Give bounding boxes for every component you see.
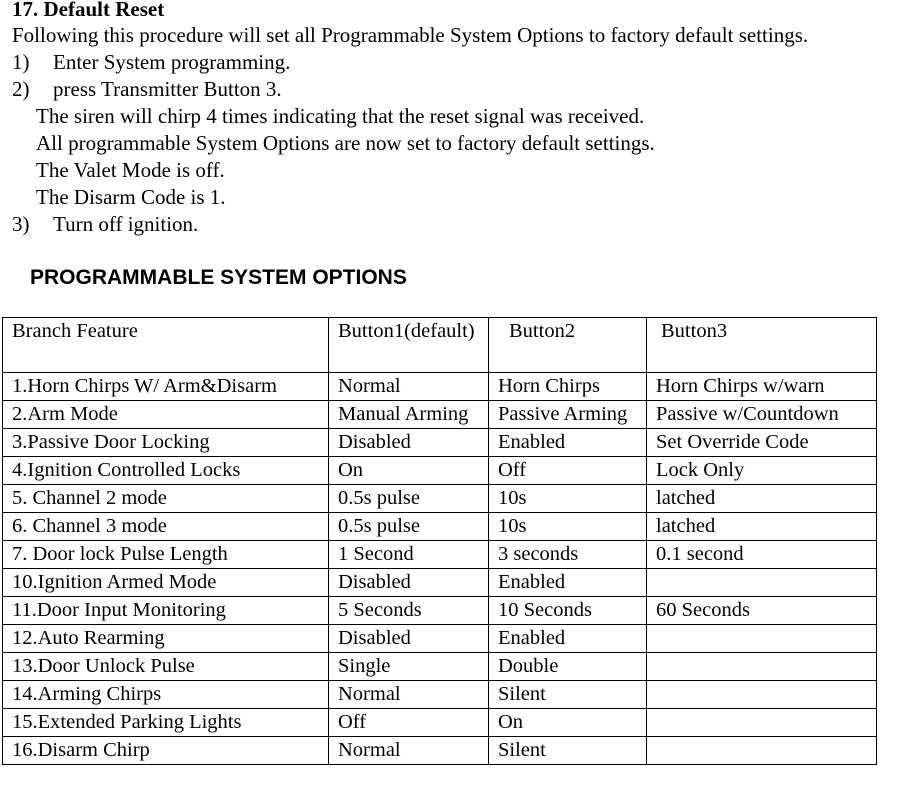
cell-button2: 3 seconds — [489, 541, 647, 569]
table-row — [3, 401, 877, 429]
table-row — [3, 653, 877, 681]
cell-button2: Passive Arming — [489, 401, 647, 429]
note-valet: The Valet Mode is off. — [36, 158, 225, 182]
note-siren: The siren will chirp 4 times indicating that the reset signal was received. — [36, 104, 645, 128]
table-row — [3, 597, 877, 625]
cell-button3: 0.1 second — [647, 541, 877, 569]
cell-button3: 60 Seconds — [647, 597, 877, 625]
cell-feature: 6. Channel 3 mode — [3, 513, 329, 541]
cell-feature: 14.Arming Chirps — [3, 681, 329, 709]
step-text: Enter System programming. — [53, 50, 291, 74]
cell-button3: Lock Only — [647, 457, 877, 485]
cell-button3: latched — [647, 485, 877, 513]
cell-button2: Enabled — [489, 569, 647, 597]
cell-button2: Silent — [489, 681, 647, 709]
cell-button3: Set Override Code — [647, 429, 877, 457]
cell-button1: 0.5s pulse — [329, 513, 489, 541]
cell-button2: Silent — [489, 737, 647, 765]
cell-button3: Passive w/Countdown — [647, 401, 877, 429]
cell-button3 — [647, 569, 877, 597]
cell-button1: Normal — [329, 681, 489, 709]
step-number: 3) — [12, 212, 30, 236]
cell-button2: Off — [489, 457, 647, 485]
cell-feature: 13.Door Unlock Pulse — [3, 653, 329, 681]
section-title: PROGRAMMABLE SYSTEM OPTIONS — [30, 266, 407, 289]
cell-button1: Off — [329, 709, 489, 737]
table-row — [3, 373, 877, 401]
step-1 — [12, 49, 290, 76]
cell-feature: 2.Arm Mode — [3, 401, 329, 429]
table-row — [3, 569, 877, 597]
cell-button3 — [647, 709, 877, 737]
table-row — [3, 429, 877, 457]
cell-button3 — [647, 653, 877, 681]
cell-feature: 3.Passive Door Locking — [3, 429, 329, 457]
cell-button2: 10 Seconds — [489, 597, 647, 625]
step-number: 1) — [12, 50, 30, 74]
options-table — [2, 317, 877, 765]
cell-button2: On — [489, 709, 647, 737]
cell-feature: 10.Ignition Armed Mode — [3, 569, 329, 597]
header-button2: Button2 — [489, 318, 647, 373]
table-row — [3, 737, 877, 765]
note-disarm-code: The Disarm Code is 1. — [36, 185, 226, 209]
header-button3: Button3 — [647, 318, 877, 373]
table-body — [3, 373, 877, 765]
cell-button1: Normal — [329, 737, 489, 765]
cell-button1: Disabled — [329, 625, 489, 653]
header-button1: Button1(default) — [329, 318, 489, 373]
note-defaults: All programmable System Options are now set to factory default settings. — [36, 131, 655, 155]
procedure-intro: Following this procedure will set all Programmable System Options to factory default settings. — [12, 23, 809, 47]
cell-feature: 5. Channel 2 mode — [3, 485, 329, 513]
cell-button1: Manual Arming — [329, 401, 489, 429]
step-3 — [12, 211, 198, 238]
cell-button1: 5 Seconds — [329, 597, 489, 625]
cell-button1: Disabled — [329, 569, 489, 597]
procedure-title: 17. Default Reset — [12, 0, 165, 21]
cell-button2: Double — [489, 653, 647, 681]
table-row — [3, 485, 877, 513]
table-row — [3, 625, 877, 653]
cell-button3 — [647, 681, 877, 709]
table-row — [3, 513, 877, 541]
step-text: Turn off ignition. — [53, 212, 199, 236]
cell-button1: 1 Second — [329, 541, 489, 569]
cell-button1: Disabled — [329, 429, 489, 457]
cell-feature: 7. Door lock Pulse Length — [3, 541, 329, 569]
cell-feature: 4.Ignition Controlled Locks — [3, 457, 329, 485]
cell-button2: Enabled — [489, 625, 647, 653]
table-row — [3, 709, 877, 737]
step-2 — [12, 76, 282, 103]
table-header-row — [3, 318, 877, 373]
table-row — [3, 681, 877, 709]
step-text: press Transmitter Button 3. — [53, 77, 282, 101]
cell-feature: 1.Horn Chirps W/ Arm&Disarm — [3, 373, 329, 401]
cell-button3 — [647, 737, 877, 765]
cell-button1: On — [329, 457, 489, 485]
cell-button1: 0.5s pulse — [329, 485, 489, 513]
cell-button1: Normal — [329, 373, 489, 401]
cell-button2: Horn Chirps — [489, 373, 647, 401]
cell-button3 — [647, 625, 877, 653]
cell-feature: 11.Door Input Monitoring — [3, 597, 329, 625]
cell-feature: 15.Extended Parking Lights — [3, 709, 329, 737]
cell-button3: Horn Chirps w/warn — [647, 373, 877, 401]
cell-button3: latched — [647, 513, 877, 541]
cell-button2: 10s — [489, 485, 647, 513]
cell-button1: Single — [329, 653, 489, 681]
table-row — [3, 541, 877, 569]
cell-feature: 12.Auto Rearming — [3, 625, 329, 653]
cell-feature: 16.Disarm Chirp — [3, 737, 329, 765]
cell-button2: 10s — [489, 513, 647, 541]
header-branch-feature: Branch Feature — [3, 318, 329, 373]
cell-button2: Enabled — [489, 429, 647, 457]
table-row — [3, 457, 877, 485]
step-number: 2) — [12, 77, 30, 101]
